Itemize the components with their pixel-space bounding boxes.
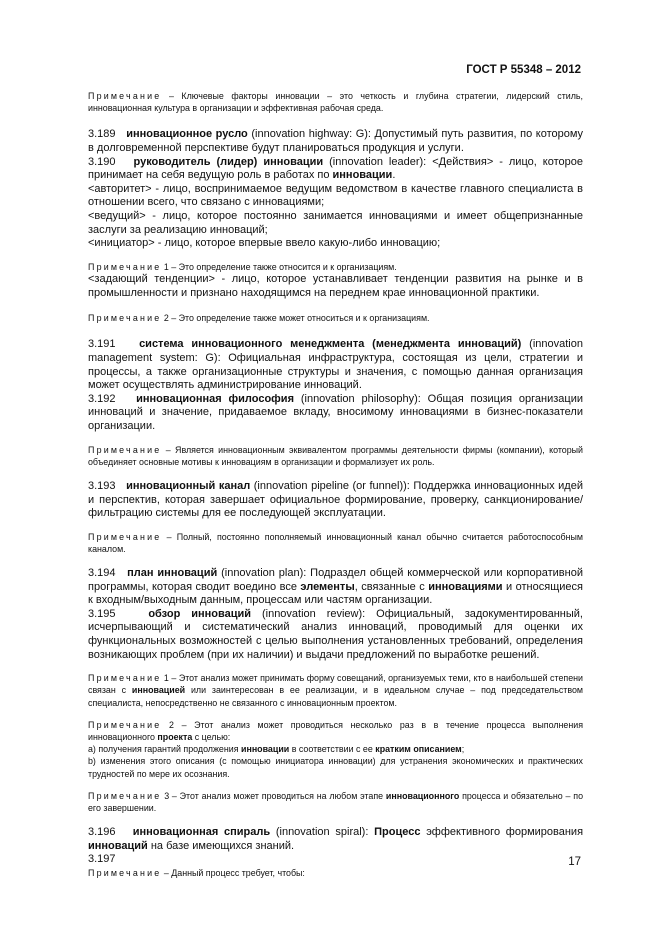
note-key-factors: Примечание – Ключевые факторы инновации – это четкость и глубина стратегии, лидерский стиль, инновационная культура в организации и эффективная рабочая среда. — [88, 91, 584, 114]
document-body — [88, 90, 583, 879]
term-3-193: 3.193 инновационный канал (innovation pipeline (or funnel)): Поддержка инновационных идей и перспектив, которая завершает официальное формирование, проверку, санкционирование/фильтрацию системы для ее последующей эксплуатации. — [88, 479, 583, 520]
note-3-192: Примечание – Является инновационным эквивалентом программы деятельности фирмы (компании), который объединяет основные мотивы к инновациям в организации и формализует их роль. — [88, 444, 583, 467]
note-3-193: Примечание – Полный, постоянно пополняемый инновационный канал обычно считается работоспособным каналом. — [88, 531, 584, 554]
term-3-192: 3.192 инновационная философия (innovation philosophy): Общая позиция организации инноваций и значение, придаваемое вкладу, вносимому инновациями в бизнес-показатели организации. — [88, 392, 584, 432]
page-number: 17 — [568, 856, 581, 868]
standard-header: ГОСТ Р 55348 – 2012 — [466, 64, 581, 76]
term-3-190-trendsetter: <задающий тенденции> - лицо, которое устанавливает тенденции развития на рынке и в промышленности и признано находящимся на переднем крае инновационной практики. — [88, 272, 583, 299]
term-3-194: 3.194 план инноваций (innovation plan): Подраздел общей коммерческой или корпоративной программы, которая сводит воедино все элементы, связанные с инновациями и относящиеся к входным/выходным данным, процессам или частям организации. — [88, 567, 583, 607]
term-3-190-authority: <авторитет> - лицо, воспринимаемое ведущим ведомством в качестве главного специалиста в отношении всего, что связано с инновациями; — [88, 182, 583, 209]
term-3-190-leading: <ведущий> - лицо, которое постоянно занимается инновациями и имеет общепризнанные заслуги за реализацию инноваций; — [88, 209, 583, 236]
term-3-195: 3.195 обзор инноваций (innovation review): Официальный, задокументированный, исчерпывающий и систематический анализ инноваций, проводимый для оценки их функциональных возможностей с целью выполнения установленных требований, определения возникающих проблем (при их наличии) и выдачи предложений по выработке решений. — [88, 607, 583, 661]
note-3-197: Примечание – Данный процесс требует, чтобы: — [88, 868, 305, 879]
note-3-195-1: Примечание 1 – Этот анализ может принимать форму совещаний, организуемых теми, кто в наибольшей степени связан с инновацией или заинтересован в ее реализации, и в идеальном случае – под председательством специалиста, непосредственно не связанного с инновационным проектом. — [88, 673, 583, 708]
term-3-190-initiator: <инициатор> - лицо, которое впервые ввело какую-либо инновацию; — [88, 237, 441, 250]
term-3-196: 3.196 инновационная спираль (innovation spiral): Процесс эффективного формирования инноваций на базе имеющихся знаний. — [88, 826, 584, 852]
note-3-195-2-item-a: a) получения гарантий продолжения инновации в соответствии с ее кратким описанием; — [88, 744, 465, 755]
note-3-190-2: Примечание 2 – Это определение также может относиться и к организациям. — [88, 313, 430, 324]
note-3-190-1: Примечание 1 – Это определение также относится и к организациям. — [88, 261, 397, 272]
term-3-191: 3.191 система инновационного менеджмента (менеджмента инноваций) (innovation management system: G): Официальная инфраструктура, состоящая из цели, стратегии и процессы, а также организационные структуры и значения, с помощью данная организация может осуществлять администрирование инноваций. — [88, 338, 583, 392]
note-3-195-3: Примечание 3 – Этот анализ может проводиться на любом этапе инновационного процесса и обязательно – по его завершении. — [88, 790, 584, 814]
term-3-197: 3.197 — [88, 853, 116, 866]
term-3-190: 3.190 руководитель (лидер) инновации (innovation leader): <Действия> - лицо, которое принимает на себя ведущую роль в работах по инновации. — [88, 155, 583, 182]
note-3-195-2: Примечание 2 – Этот анализ может проводиться несколько раз в в течение процесса выполнения инновационного проекта с целью: — [88, 719, 583, 743]
note-3-195-2-item-b: b) изменения этого описания (с помощью инициатора инновации) для устранения экономических и практических трудностей по мере их осознания. — [88, 756, 583, 779]
term-3-189: 3.189 инновационное русло (innovation highway: G): Допустимый путь развития, по которому в долговременной перспективе будут планироваться продукция и услуги. — [88, 128, 584, 154]
